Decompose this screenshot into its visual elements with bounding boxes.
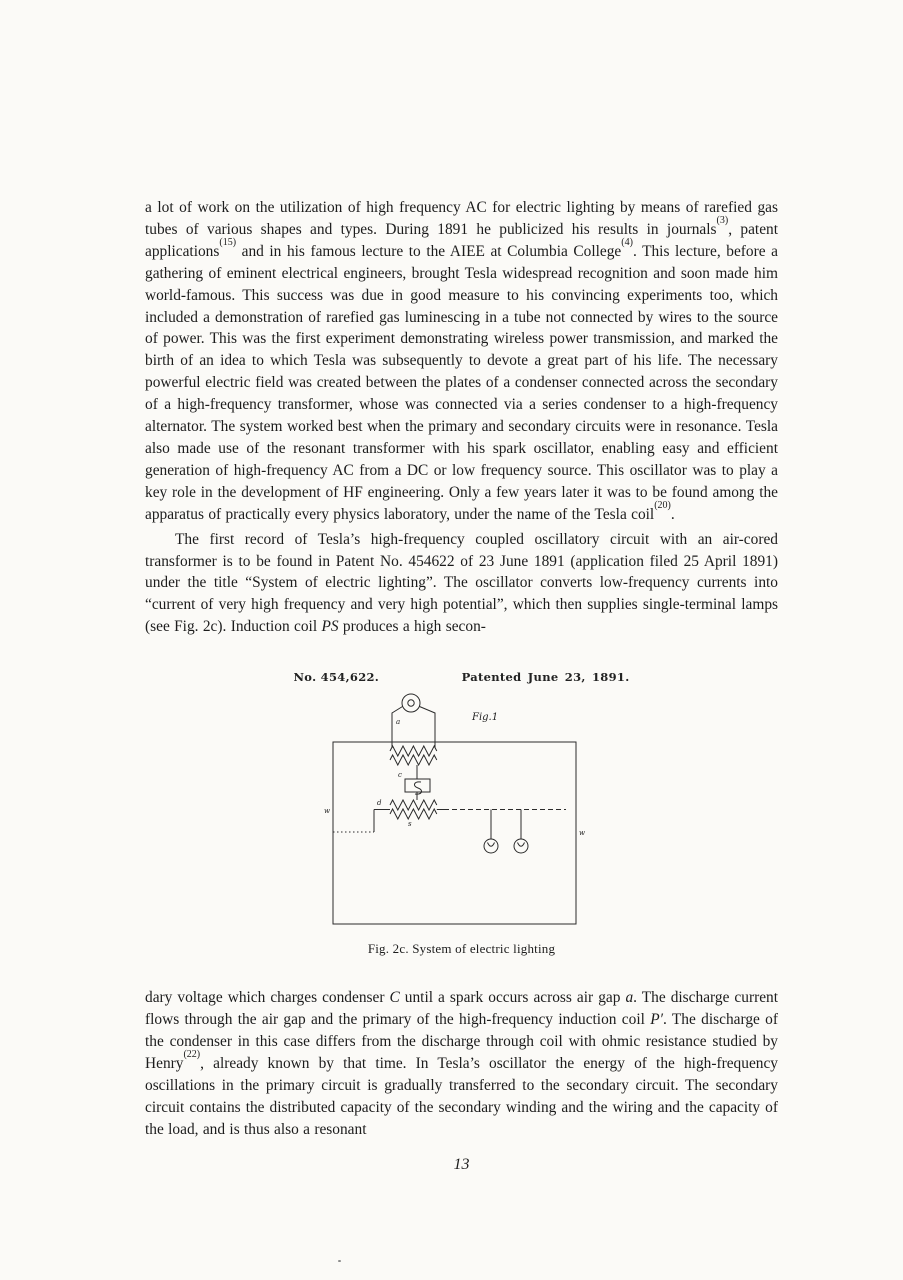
- text-segment: , already known by that time. In Tesla’s oscillator the energy of the high-frequency oscillations in the primary circuit is gradually transferred to the secondary circuit. The secondary circuit contains the distributed capacity of the secondary winding and the wiring and the capacity of the load, and is thus also a resonant: [145, 1054, 778, 1138]
- patent-number: No. 454,622.: [293, 670, 380, 685]
- text-segment: . The discharge of the condenser in this case differs from the discharge through coil with ohmic resistance studied by Henry: [145, 1011, 778, 1072]
- text-segment: , patent applications: [145, 220, 778, 260]
- label-source: a: [395, 718, 400, 727]
- text-segment: (22): [183, 1049, 201, 1061]
- circuit-boundary: [333, 742, 576, 924]
- text-segment: (20): [654, 500, 671, 512]
- text-segment: produces a high secon-: [338, 618, 486, 636]
- page-number: 13: [453, 1156, 470, 1174]
- text-segment: . The discharge current flows through the air gap and the primary of the high-frequency induction coil: [145, 989, 779, 1029]
- text-segment: . This lecture, before a gathering of eminent electrical engineers, brought Tesla widespread recognition and soon made him world-famous. This success was due in good measure to his convincing experiments too, which included a demonstration of rarefied gas luminescing in a tube not connected by wires to the source of power. This was the first experiment demonstrating wireless power transmission, and marked the birth of an idea to which Tesla was subsequently to devote a great part of his life. The necessary powerful electric field was created between the plates of a condenser connected across the secondary of a high-frequency transformer, whose was connected via a series condenser to a high-frequency alternator. The system worked best when the primary and secondary circuits were in resonance. Tesla also made use of the resonant transformer with his spark oscillator, enabling easy and efficient generation of high-frequency AC from a DC or low frequency source. This oscillator was to play a key role in the development of HF engineering. Only a few years later it was to be found among the apparatus of practically every physics laboratory, under the name of the Tesla coil: [145, 242, 778, 523]
- lamp-filament: [517, 843, 524, 847]
- paragraph-patent-intro: [145, 529, 778, 639]
- text-segment: (15): [219, 237, 237, 249]
- label-wall-left: w: [323, 807, 330, 816]
- text-segment: C: [389, 989, 400, 1007]
- paragraph-intro: [145, 197, 778, 526]
- text-segment: a lot of work on the utilization of high frequency AC for electric lighting by means of rarefied gas tubes of various shapes and types. During 1891 he publicized his results in journals: [145, 199, 778, 238]
- text-segment: (4): [621, 237, 633, 249]
- primary-coil-row2: [390, 755, 437, 765]
- text-segment: .: [670, 505, 675, 523]
- text-segment: until a spark occurs across air gap: [399, 989, 626, 1007]
- patent-date: Patented June 23, 1891.: [461, 670, 630, 685]
- text-segment: P′: [650, 1011, 663, 1029]
- paragraph-discharge: [145, 987, 778, 1140]
- label-primary-lead: d: [376, 799, 381, 808]
- condenser-icon: [405, 779, 430, 792]
- label-coil: s: [407, 820, 412, 829]
- patent-drawing: [294, 687, 630, 937]
- text-segment: PS: [321, 618, 339, 636]
- patent-figure: [294, 670, 630, 957]
- patent-header: [294, 670, 630, 685]
- text-segment: (3): [716, 215, 729, 227]
- text-segment: a: [625, 989, 634, 1007]
- text-segment: and in his famous lecture to the AIEE at Columbia College: [236, 242, 622, 260]
- page-body: [145, 0, 778, 1174]
- label-wall-right: w: [578, 829, 585, 838]
- generator-inner-icon: [407, 700, 413, 706]
- label-condenser: c: [397, 771, 402, 780]
- figure-inner-label: Fig.1: [471, 712, 498, 724]
- figure-caption: Fig. 2c. System of electric lighting: [367, 941, 556, 957]
- text-segment: dary voltage which charges condenser: [145, 989, 390, 1007]
- scan-speck: [338, 1260, 341, 1262]
- generator-icon: [402, 694, 420, 712]
- lamp-filament: [487, 843, 494, 847]
- secondary-coil-row2: [390, 809, 437, 819]
- text-segment: The first record of Tesla’s high-frequency coupled oscillatory circuit with an air-cored transformer is to be found in Patent No. 454622 of 23 June 1891 (application filed 25 April 1891) under the title “System of electric lighting”. The oscillator converts low-frequency currents into “current of very high frequency and very high potential”, which then supplies single-terminal lamps (see Fig. 2c). Induction coil: [145, 530, 778, 636]
